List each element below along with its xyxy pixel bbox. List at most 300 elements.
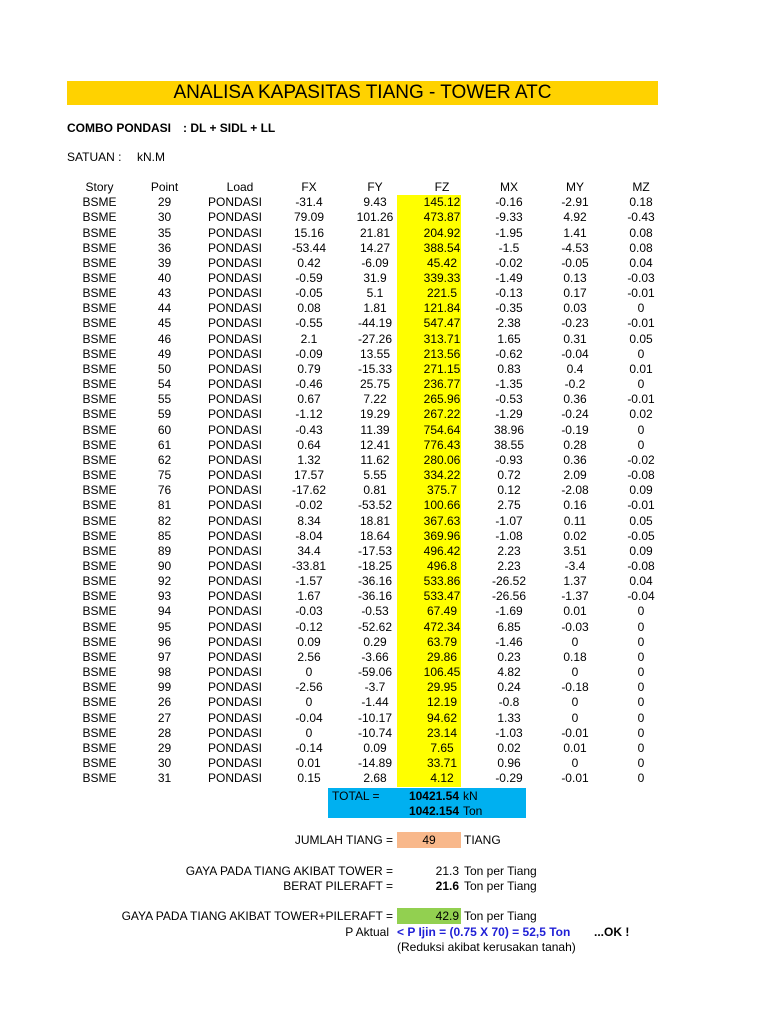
cell-mx: -26.52 — [491, 574, 527, 589]
gaya-total-unit: Ton per Tiang — [464, 909, 537, 923]
cell-load: PONDASI — [208, 665, 263, 680]
cell-fx: -0.59 — [295, 271, 323, 286]
cell-story: BSME — [82, 301, 117, 316]
cell-fz: 33.71 — [426, 756, 458, 771]
cell-story: BSME — [82, 225, 117, 240]
cell-my: -0.04 — [561, 346, 589, 361]
cell-mz: 0 — [637, 710, 645, 725]
cell-mx: 0.12 — [497, 483, 521, 498]
cell-load: PONDASI — [208, 271, 263, 286]
cell-mz: -0.01 — [627, 392, 655, 407]
cell-mz: 0.08 — [629, 225, 653, 240]
cell-mx: -1.69 — [495, 604, 523, 619]
cell-load: PONDASI — [208, 695, 263, 710]
cell-mz: -0.01 — [627, 316, 655, 331]
cell-point: 61 — [157, 437, 172, 452]
cell-fz: 339.33 — [423, 271, 461, 286]
cell-mx: -0.13 — [495, 286, 523, 301]
cell-fz: 776.43 — [423, 437, 461, 452]
cell-fy: -0.53 — [361, 604, 389, 619]
cell-mz: 0.09 — [629, 543, 653, 558]
cell-story: BSME — [82, 407, 117, 422]
table-row — [74, 407, 674, 422]
cell-fx: 0.79 — [297, 361, 321, 376]
cell-fy: 31.9 — [363, 271, 387, 286]
cell-my: 1.37 — [563, 574, 587, 589]
cell-fx: 0.01 — [297, 756, 321, 771]
cell-fz: 280.06 — [423, 452, 461, 467]
cell-mx: 1.65 — [497, 331, 521, 346]
cell-point: 62 — [157, 452, 172, 467]
cell-fy: 12.41 — [359, 437, 391, 452]
cell-fz: 265.96 — [423, 392, 461, 407]
cell-story: BSME — [82, 634, 117, 649]
table-row — [74, 574, 674, 589]
cell-fy: 13.55 — [359, 346, 391, 361]
cell-my: 0.02 — [563, 528, 587, 543]
cell-fz: 100.66 — [423, 498, 461, 513]
cell-load: PONDASI — [208, 407, 263, 422]
cell-fz: 496.8 — [426, 558, 458, 573]
cell-story: BSME — [82, 649, 117, 664]
cell-story: BSME — [82, 468, 117, 483]
cell-story: BSME — [82, 756, 117, 771]
cell-point: 40 — [157, 271, 172, 286]
cell-my: -0.01 — [561, 725, 589, 740]
cell-point: 82 — [157, 513, 172, 528]
table-row — [74, 377, 674, 392]
cell-fz: 121.84 — [423, 301, 461, 316]
cell-mx: -1.46 — [495, 634, 523, 649]
cell-point: 89 — [157, 543, 172, 558]
table-row — [74, 210, 674, 225]
header-point: Point — [150, 180, 179, 195]
cell-fx: -0.46 — [295, 377, 323, 392]
cell-story: BSME — [82, 771, 117, 786]
cell-load: PONDASI — [208, 604, 263, 619]
cell-my: 0 — [571, 710, 579, 725]
cell-my: 2.09 — [563, 468, 587, 483]
cell-fx: -0.02 — [295, 498, 323, 513]
table-row — [74, 680, 674, 695]
cell-fz: 496.42 — [423, 543, 461, 558]
cell-load: PONDASI — [208, 498, 263, 513]
cell-fy: 0.29 — [363, 634, 387, 649]
cell-my: -0.05 — [561, 255, 589, 270]
table-row — [74, 635, 674, 650]
cell-fy: 21.81 — [359, 225, 391, 240]
cell-mz: 0 — [637, 725, 645, 740]
header-mz: MZ — [632, 180, 650, 195]
table-row — [74, 529, 674, 544]
cell-story: BSME — [82, 589, 117, 604]
cell-mx: 0.83 — [497, 361, 521, 376]
cell-point: 92 — [157, 574, 172, 589]
cell-fy: 18.81 — [359, 513, 391, 528]
cell-story: BSME — [82, 725, 117, 740]
cell-fz: 45.42 — [426, 255, 458, 270]
cell-load: PONDASI — [208, 331, 263, 346]
cell-point: 44 — [157, 301, 172, 316]
cell-point: 85 — [157, 528, 172, 543]
cell-fx: -1.12 — [295, 407, 323, 422]
cell-fy: -44.19 — [357, 316, 393, 331]
cell-fz: 533.47 — [423, 589, 461, 604]
cell-fz: 388.54 — [423, 240, 461, 255]
cell-story: BSME — [82, 255, 117, 270]
cell-point: 81 — [157, 498, 172, 513]
cell-fy: -10.74 — [357, 725, 393, 740]
cell-fz: 334.22 — [423, 468, 461, 483]
cell-fx: -2.56 — [295, 680, 323, 695]
cell-mz: 0 — [637, 301, 645, 316]
cell-point: 36 — [157, 240, 172, 255]
cell-story: BSME — [82, 740, 117, 755]
total-ton-unit: Ton — [463, 804, 483, 818]
cell-story: BSME — [82, 710, 117, 725]
cell-point: 93 — [157, 589, 172, 604]
cell-fx: 0.67 — [297, 392, 321, 407]
table-row — [74, 423, 674, 438]
cell-fy: -10.17 — [357, 710, 393, 725]
cell-point: 97 — [157, 649, 172, 664]
cell-mz: 0 — [637, 604, 645, 619]
cell-my: 0 — [571, 665, 579, 680]
cell-fx: 0.42 — [297, 255, 321, 270]
cell-fz: 472.34 — [423, 619, 461, 634]
cell-fy: -3.7 — [364, 680, 386, 695]
cell-fx: -0.04 — [295, 710, 323, 725]
cell-fz: 12.19 — [426, 695, 458, 710]
cell-mx: -1.08 — [495, 528, 523, 543]
cell-load: PONDASI — [208, 225, 263, 240]
cell-point: 54 — [157, 377, 172, 392]
cell-story: BSME — [82, 483, 117, 498]
cell-mx: 4.82 — [497, 665, 521, 680]
cell-fz: 213.56 — [423, 346, 461, 361]
cell-fx: 0 — [305, 725, 313, 740]
cell-fz: 106.45 — [423, 665, 461, 680]
cell-load: PONDASI — [208, 771, 263, 786]
cell-mx: -1.07 — [495, 513, 523, 528]
cell-story: BSME — [82, 271, 117, 286]
gaya-total-label: GAYA PADA TIANG AKIBAT TOWER+PILERAFT = — [121, 909, 393, 923]
cell-fy: 5.1 — [366, 286, 384, 301]
table-row — [74, 620, 674, 635]
cell-mz: 0 — [637, 680, 645, 695]
table-row — [74, 347, 674, 362]
p-ijin-check: < P Ijin = (0.75 X 70) = 52,5 Ton — [397, 925, 571, 939]
cell-my: 0.31 — [563, 331, 587, 346]
cell-load: PONDASI — [208, 725, 263, 740]
cell-fz: 267.22 — [423, 407, 461, 422]
cell-my: 1.41 — [563, 225, 587, 240]
cell-mx: -26.56 — [491, 589, 527, 604]
cell-story: BSME — [82, 316, 117, 331]
cell-mx: -0.53 — [495, 392, 523, 407]
cell-fx: 15.16 — [293, 225, 325, 240]
cell-story: BSME — [82, 604, 117, 619]
cell-mx: 2.38 — [497, 316, 521, 331]
cell-story: BSME — [82, 210, 117, 225]
table-row — [74, 468, 674, 483]
cell-story: BSME — [82, 695, 117, 710]
table-row — [74, 286, 674, 301]
cell-mz: 0 — [637, 422, 645, 437]
table-header-row — [74, 180, 674, 195]
cell-fy: -59.06 — [357, 665, 393, 680]
cell-mz: 0 — [637, 634, 645, 649]
cell-mx: 0.96 — [497, 756, 521, 771]
cell-load: PONDASI — [208, 210, 263, 225]
table-row — [74, 225, 674, 240]
table-row — [74, 256, 674, 271]
cell-my: -2.91 — [561, 195, 589, 210]
cell-my: 0.01 — [563, 740, 587, 755]
cell-mx: -0.35 — [495, 301, 523, 316]
cell-my: -0.03 — [561, 619, 589, 634]
cell-my: 0.28 — [563, 437, 587, 452]
header-story: Story — [85, 180, 114, 195]
cell-mz: 0 — [637, 665, 645, 680]
cell-fx: -53.44 — [291, 240, 327, 255]
cell-fz: 4.12 — [430, 771, 454, 786]
cell-fz: 63.79 — [426, 634, 458, 649]
cell-mz: 0 — [637, 619, 645, 634]
cell-point: 45 — [157, 316, 172, 331]
satuan-value: kN.M — [137, 150, 165, 164]
reduksi-note: (Reduksi akibat kerusakan tanah) — [397, 940, 576, 954]
cell-point: 26 — [157, 695, 172, 710]
cell-mx: 6.85 — [497, 619, 521, 634]
table-row — [74, 726, 674, 741]
berat-pileraft-label: BERAT PILERAFT = — [283, 879, 393, 893]
cell-my: 0.4 — [566, 361, 584, 376]
cell-my: 0.36 — [563, 392, 587, 407]
table-row — [74, 438, 674, 453]
table-row — [74, 544, 674, 559]
table-row — [74, 710, 674, 725]
cell-fy: 11.62 — [360, 452, 390, 467]
cell-my: -0.24 — [561, 407, 589, 422]
table-row — [74, 589, 674, 604]
cell-fx: -0.55 — [295, 316, 323, 331]
cell-load: PONDASI — [208, 422, 263, 437]
table-row — [74, 559, 674, 574]
cell-fy: 14.27 — [359, 240, 391, 255]
cell-load: PONDASI — [208, 377, 263, 392]
cell-fy: 9.43 — [363, 195, 387, 210]
cell-mx: 0.24 — [497, 680, 521, 695]
cell-load: PONDASI — [208, 649, 263, 664]
cell-mz: 0 — [637, 771, 645, 786]
header-fx: FX — [301, 180, 317, 195]
cell-mx: 0.23 — [497, 649, 521, 664]
cell-fz: 67.49 — [426, 604, 458, 619]
cell-my: 0 — [571, 756, 579, 771]
cell-fx: 0.09 — [297, 634, 321, 649]
cell-fx: -33.81 — [291, 558, 327, 573]
cell-point: 29 — [157, 740, 172, 755]
cell-fy: -6.09 — [361, 255, 389, 270]
cell-load: PONDASI — [208, 680, 263, 695]
cell-story: BSME — [82, 665, 117, 680]
cell-load: PONDASI — [208, 589, 263, 604]
table-row — [74, 241, 674, 256]
cell-fx: -0.09 — [295, 346, 323, 361]
cell-mx: 1.33 — [497, 710, 521, 725]
cell-mx: -1.49 — [495, 271, 523, 286]
gaya-total-value — [397, 908, 461, 924]
cell-my: -4.53 — [561, 240, 589, 255]
cell-load: PONDASI — [208, 528, 263, 543]
header-load: Load — [226, 180, 254, 195]
cell-fz: 29.86 — [426, 649, 458, 664]
cell-fx: 0.64 — [297, 437, 321, 452]
cell-load: PONDASI — [208, 301, 263, 316]
cell-my: 0.17 — [563, 286, 587, 301]
cell-fx: 79.09 — [293, 210, 325, 225]
table-row — [74, 741, 674, 756]
cell-point: 98 — [157, 665, 172, 680]
cell-mx: -1.35 — [495, 377, 523, 392]
cell-my: -2.08 — [561, 483, 589, 498]
cell-point: 95 — [157, 619, 172, 634]
page-title: ANALISA KAPASITAS TIANG - TOWER ATC — [67, 81, 658, 105]
cell-fy: -36.16 — [357, 574, 393, 589]
cell-point: 46 — [157, 331, 172, 346]
cell-load: PONDASI — [208, 240, 263, 255]
cell-point: 99 — [157, 680, 172, 695]
header-mx: MX — [500, 180, 518, 195]
cell-story: BSME — [82, 437, 117, 452]
header-fz: FZ — [434, 180, 450, 195]
cell-point: 76 — [157, 483, 172, 498]
cell-fy: -1.44 — [361, 695, 389, 710]
cell-mx: 0.72 — [497, 468, 521, 483]
header-fy: FY — [367, 180, 383, 195]
total-kn-unit: kN — [463, 789, 478, 803]
force-table — [74, 180, 674, 786]
cell-fz: 7.65 — [430, 740, 454, 755]
cell-fx: 2.56 — [297, 649, 321, 664]
cell-story: BSME — [82, 498, 117, 513]
cell-my: 0.36 — [563, 452, 587, 467]
cell-mz: 0 — [637, 649, 645, 664]
cell-point: 27 — [157, 710, 172, 725]
cell-mz: 0.05 — [629, 331, 653, 346]
cell-mz: 0.08 — [629, 240, 653, 255]
cell-mz: 0 — [637, 346, 645, 361]
cell-mx: 2.23 — [497, 543, 521, 558]
table-row — [74, 771, 674, 786]
cell-my: -3.4 — [564, 558, 586, 573]
cell-fz: 271.15 — [423, 361, 461, 376]
cell-my: -0.19 — [561, 422, 589, 437]
table-row — [74, 316, 674, 331]
cell-my: 0.03 — [563, 301, 587, 316]
cell-story: BSME — [82, 543, 117, 558]
cell-story: BSME — [82, 286, 117, 301]
cell-mx: -0.16 — [495, 195, 523, 210]
cell-mz: 0.04 — [629, 255, 653, 270]
cell-fy: -14.89 — [357, 756, 393, 771]
cell-my: 3.51 — [563, 543, 587, 558]
berat-pileraft-value: 21.6 — [435, 879, 459, 893]
cell-mz: 0.09 — [629, 483, 653, 498]
berat-pileraft-unit: Ton per Tiang — [464, 879, 537, 893]
table-row — [74, 332, 674, 347]
cell-fy: 11.39 — [360, 422, 390, 437]
cell-fz: 313.71 — [423, 331, 461, 346]
jumlah-tiang-label: JUMLAH TIANG = — [294, 833, 393, 847]
cell-mz: 0 — [637, 695, 645, 710]
cell-fy: -18.25 — [357, 558, 393, 573]
cell-my: -0.01 — [561, 771, 589, 786]
table-row — [74, 756, 674, 771]
cell-fy: 5.55 — [363, 468, 387, 483]
cell-fy: -17.53 — [357, 543, 393, 558]
table-row — [74, 498, 674, 513]
cell-fz: 204.92 — [423, 225, 461, 240]
cell-mx: 38.96 — [493, 422, 525, 437]
table-row — [74, 695, 674, 710]
table-row — [74, 362, 674, 377]
cell-fx: 0 — [305, 665, 313, 680]
cell-mx: 2.23 — [497, 558, 521, 573]
cell-mz: -0.02 — [627, 452, 655, 467]
cell-fx: 0.15 — [297, 771, 321, 786]
cell-load: PONDASI — [208, 468, 263, 483]
cell-fy: -36.16 — [357, 589, 393, 604]
cell-mz: 0 — [637, 377, 645, 392]
total-ton-value: 1042.154 — [408, 804, 459, 818]
cell-point: 55 — [157, 392, 172, 407]
cell-fx: -0.03 — [295, 604, 323, 619]
cell-my: 0 — [571, 695, 579, 710]
cell-load: PONDASI — [208, 346, 263, 361]
cell-mz: -0.08 — [627, 558, 655, 573]
cell-point: 39 — [157, 255, 172, 270]
cell-mz: -0.04 — [627, 589, 655, 604]
table-row — [74, 604, 674, 619]
p-ok-result: ...OK ! — [594, 925, 630, 939]
cell-load: PONDASI — [208, 513, 263, 528]
cell-fy: 25.75 — [359, 377, 391, 392]
cell-mx: -1.95 — [495, 225, 523, 240]
cell-my: 0.13 — [563, 271, 587, 286]
cell-story: BSME — [82, 195, 117, 210]
cell-mx: -0.02 — [495, 255, 523, 270]
cell-fx: 0.08 — [297, 301, 321, 316]
cell-fz: 369.96 — [423, 528, 461, 543]
cell-mz: 0 — [637, 437, 645, 452]
cell-fy: -53.52 — [357, 498, 393, 513]
cell-mx: 2.75 — [497, 498, 521, 513]
cell-load: PONDASI — [208, 452, 263, 467]
cell-fy: 1.81 — [363, 301, 387, 316]
header-my: MY — [566, 180, 584, 195]
cell-mz: -0.01 — [627, 286, 655, 301]
cell-mx: -0.62 — [495, 346, 523, 361]
cell-fx: -0.12 — [295, 619, 323, 634]
cell-fx: -0.05 — [295, 286, 323, 301]
p-aktual-label: P Aktual — [345, 925, 389, 939]
cell-mz: 0.01 — [629, 361, 653, 376]
cell-fz: 145.12 — [423, 195, 461, 210]
cell-my: -0.2 — [564, 377, 586, 392]
cell-mz: -0.43 — [627, 210, 655, 225]
